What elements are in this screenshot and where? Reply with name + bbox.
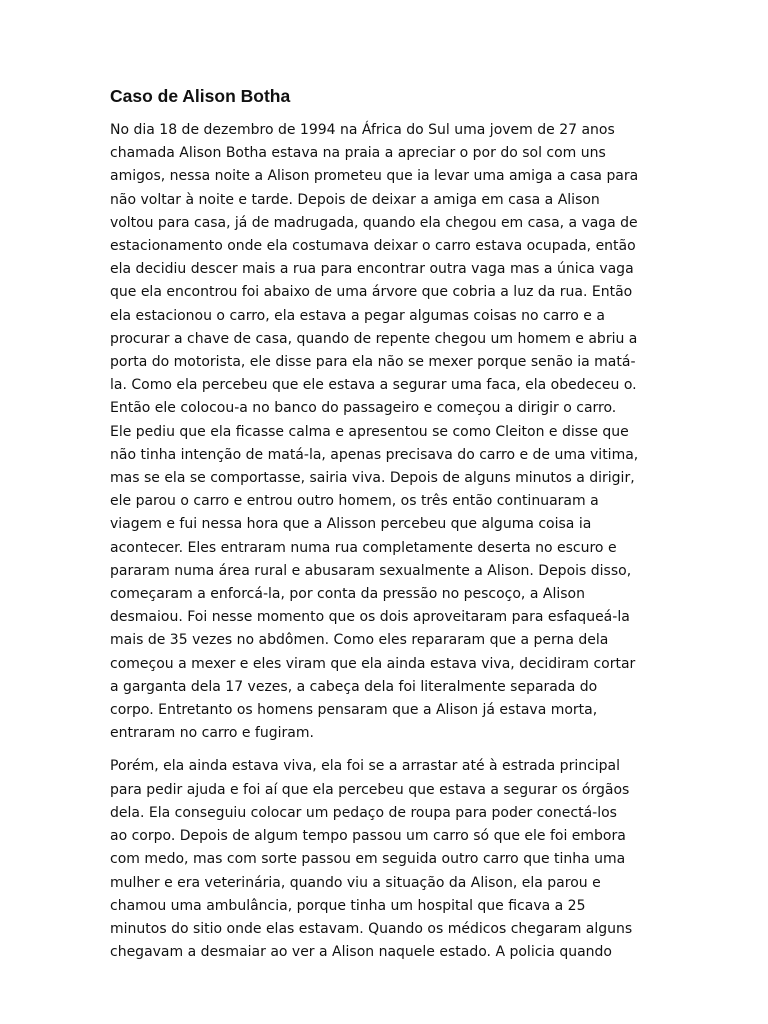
paragraph-line: desmaiou. Foi nesse momento que os dois aproveitaram para esfaqueá-la [110, 609, 630, 626]
paragraph-line: acontecer. Eles entraram numa rua completamente deserta no escuro e [110, 539, 617, 556]
paragraph-line: mulher e era veterinária, quando viu a situação da Alison, ela parou e [110, 874, 601, 891]
paragraph-line: porta do motorista, ele disse para ela não se mexer porque senão ia matá- [110, 354, 636, 371]
paragraph-line: entraram no carro e fugiram. [110, 725, 314, 742]
paragraph-line: chamou uma ambulância, porque tinha um hospital que ficava a 25 [110, 897, 586, 914]
paragraph-line: estacionamento onde ela costumava deixar o carro estava ocupada, então [110, 238, 636, 255]
paragraph-line: mas se ela se comportasse, sairia viva. Depois de alguns minutos a dirigir, [110, 470, 635, 487]
paragraph-line: pararam numa área rural e abusaram sexualmente a Alison. Depois disso, [110, 562, 632, 579]
paragraph-line: chegavam a desmaiar ao ver a Alison naquele estado. A policia quando [110, 944, 612, 961]
paragraph-line: ela estacionou o carro, ela estava a pegar algumas coisas no carro e a [110, 307, 605, 324]
paragraph-line: Ele pediu que ela ficasse calma e apresentou se como Cleiton e disse que [110, 423, 629, 440]
paragraph-line: com medo, mas com sorte passou em seguida outro carro que tinha uma [110, 851, 626, 868]
paragraph-line: Porém, ela ainda estava viva, ela foi se a arrastar até à estrada principal [110, 758, 621, 775]
paragraph-line: voltou para casa, já de madrugada, quando ela chegou em casa, a vaga de [110, 214, 638, 231]
paragraph-line: a garganta dela 17 vezes, a cabeça dela foi literalmente separada do [110, 678, 598, 695]
paragraph-line: dela. Ela conseguiu colocar um pedaço de roupa para poder conectá-los [110, 804, 617, 821]
body-paragraph [110, 755, 638, 964]
document-body [110, 84, 638, 964]
paragraph-line: procurar a chave de casa, quando de repente chegou um homem e abriu a [110, 330, 638, 347]
paragraph-line: para pedir ajuda e foi aí que ela percebeu que estava a segurar os órgãos [110, 781, 630, 798]
paragraph-line: não voltar à noite e tarde. Depois de deixar a amiga em casa a Alison [110, 191, 600, 208]
body-paragraph [110, 119, 638, 745]
paragraph-line: amigos, nessa noite a Alison prometeu que ia levar uma amiga a casa para [110, 168, 639, 185]
paragraph-line: minutos do sitio onde elas estavam. Quando os médicos chegaram alguns [110, 920, 633, 937]
paragraph-line: la. Como ela percebeu que ele estava a segurar uma faca, ela obedeceu o. [110, 377, 637, 394]
document-paragraphs [110, 119, 638, 964]
paragraph-line: não tinha intenção de matá-la, apenas precisava do carro e de uma vitima, [110, 446, 639, 463]
paragraph-line: chamada Alison Botha estava na praia a apreciar o por do sol com uns [110, 145, 606, 162]
paragraph-line: que ela encontrou foi abaixo de uma árvore que cobria a luz da rua. Então [110, 284, 633, 301]
paragraph-line: começou a mexer e eles viram que ela ainda estava viva, decidiram cortar [110, 655, 636, 672]
paragraph-line: ele parou o carro e entrou outro homem, os três então continuaram a [110, 493, 599, 510]
paragraph-line: Então ele colocou-a no banco do passageiro e começou a dirigir o carro. [110, 400, 617, 417]
paragraph-line: No dia 18 de dezembro de 1994 na África do Sul uma jovem de 27 anos [110, 122, 615, 138]
paragraph-line: corpo. Entretanto os homens pensaram que a Alison já estava morta, [110, 702, 598, 719]
paragraph-line: mais de 35 vezes no abdômen. Como eles repararam que a perna dela [110, 632, 609, 649]
document-title: Caso de Alison Botha [110, 86, 291, 106]
paragraph-line: começaram a enforcá-la, por conta da pressão no pescoço, a Alison [110, 586, 585, 603]
paragraph-line: ela decidiu descer mais a rua para encontrar outra vaga mas a única vaga [110, 261, 634, 278]
paragraph-line: viagem e fui nessa hora que a Alisson percebeu que alguma coisa ia [110, 516, 592, 533]
paragraph-line: ao corpo. Depois de algum tempo passou um carro só que ele foi embora [110, 828, 626, 845]
